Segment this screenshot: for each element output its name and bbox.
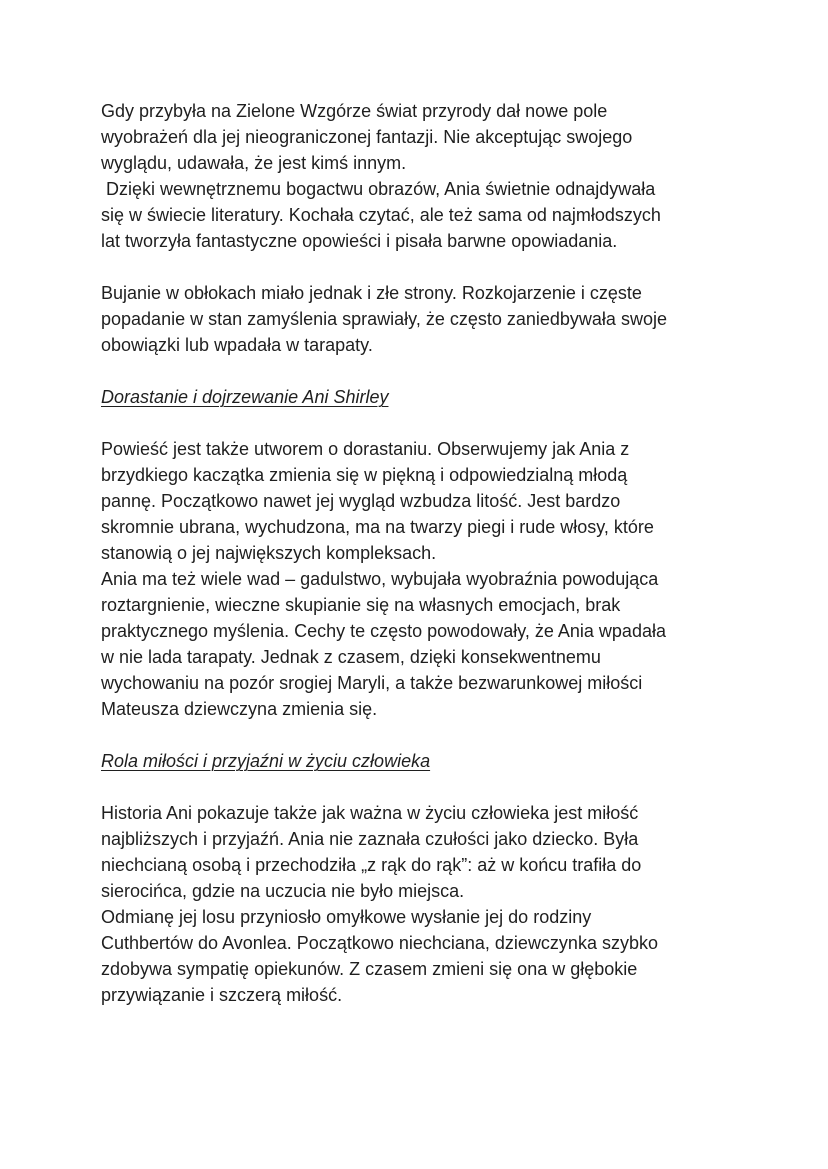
text-line: zdobywa sympatię opiekunów. Z czasem zmieni się ona w głębokie [101, 959, 638, 979]
text-line: najbliższych i przyjaźń. Ania nie zaznała czułości jako dziecko. Była [101, 829, 639, 849]
text-line: stanowią o jej największych kompleksach. [101, 543, 437, 563]
paragraph-spacer [101, 722, 741, 748]
text-line: w nie lada tarapaty. Jednak z czasem, dzięki konsekwentnemu [101, 647, 601, 667]
text-line: obowiązki lub wpadała w tarapaty. [101, 335, 373, 355]
text-line: skromnie ubrana, wychudzona, ma na twarzy piegi i rude włosy, które [101, 517, 654, 537]
section-heading-growing-up: Dorastanie i dojrzewanie Ani Shirley [101, 387, 389, 407]
paragraph-love-friendship [101, 800, 741, 1008]
text-line: Cuthbertów do Avonlea. Początkowo niechciana, dziewczynka szybko [101, 933, 658, 953]
text-line: brzydkiego kaczątka zmienia się w piękną i odpowiedzialną młodą [101, 465, 628, 485]
text-line: Dzięki wewnętrznemu bogactwu obrazów, Ania świetnie odnajdywała [101, 179, 656, 199]
text-line: pannę. Początkowo nawet jej wygląd wzbudza litość. Jest bardzo [101, 491, 621, 511]
text-line: Gdy przybyła na Zielone Wzgórze świat przyrody dał nowe pole [101, 101, 608, 121]
text-line: Historia Ani pokazuje także jak ważna w życiu człowieka jest miłość [101, 803, 639, 823]
text-line: przywiązanie i szczerą miłość. [101, 985, 343, 1005]
text-line: wyglądu, udawała, że jest kimś innym. [101, 153, 407, 173]
paragraph-growing-up [101, 436, 741, 722]
text-line: popadanie w stan zamyślenia sprawiały, że często zaniedbywała swoje [101, 309, 667, 329]
paragraph-intro [101, 98, 741, 254]
paragraph-spacer [101, 358, 741, 384]
text-line: Bujanie w obłokach miało jednak i złe strony. Rozkojarzenie i częste [101, 283, 642, 303]
section-heading-love-friendship: Rola miłości i przyjaźni w życiu człowieka [101, 751, 431, 771]
paragraph-spacer [101, 774, 741, 800]
document-body [101, 98, 741, 1008]
text-line: lat tworzyła fantastyczne opowieści i pisała barwne opowiadania. [101, 231, 618, 251]
paragraph-daydreaming [101, 280, 741, 358]
text-line: Mateusza dziewczyna zmienia się. [101, 699, 378, 719]
text-line: wyobrażeń dla jej nieograniczonej fantazji. Nie akceptując swojego [101, 127, 633, 147]
text-line: wychowaniu na pozór srogiej Maryli, a także bezwarunkowej miłości [101, 673, 643, 693]
text-line: Ania ma też wiele wad – gadulstwo, wybujała wyobraźnia powodująca [101, 569, 659, 589]
text-line: niechcianą osobą i przechodziła „z rąk do rąk”: aż w końcu trafiła do [101, 855, 642, 875]
paragraph-spacer [101, 254, 741, 280]
text-line: praktycznego myślenia. Cechy te często powodowały, że Ania wpadała [101, 621, 666, 641]
text-line: Odmianę jej losu przyniosło omyłkowe wysłanie jej do rodziny [101, 907, 592, 927]
text-line: Powieść jest także utworem o dorastaniu. Obserwujemy jak Ania z [101, 439, 630, 459]
text-line: roztargnienie, wieczne skupianie się na własnych emocjach, brak [101, 595, 621, 615]
text-line: sierocińca, gdzie na uczucia nie było miejsca. [101, 881, 465, 901]
paragraph-spacer [101, 410, 741, 436]
text-line: się w świecie literatury. Kochała czytać, ale też sama od najmłodszych [101, 205, 661, 225]
